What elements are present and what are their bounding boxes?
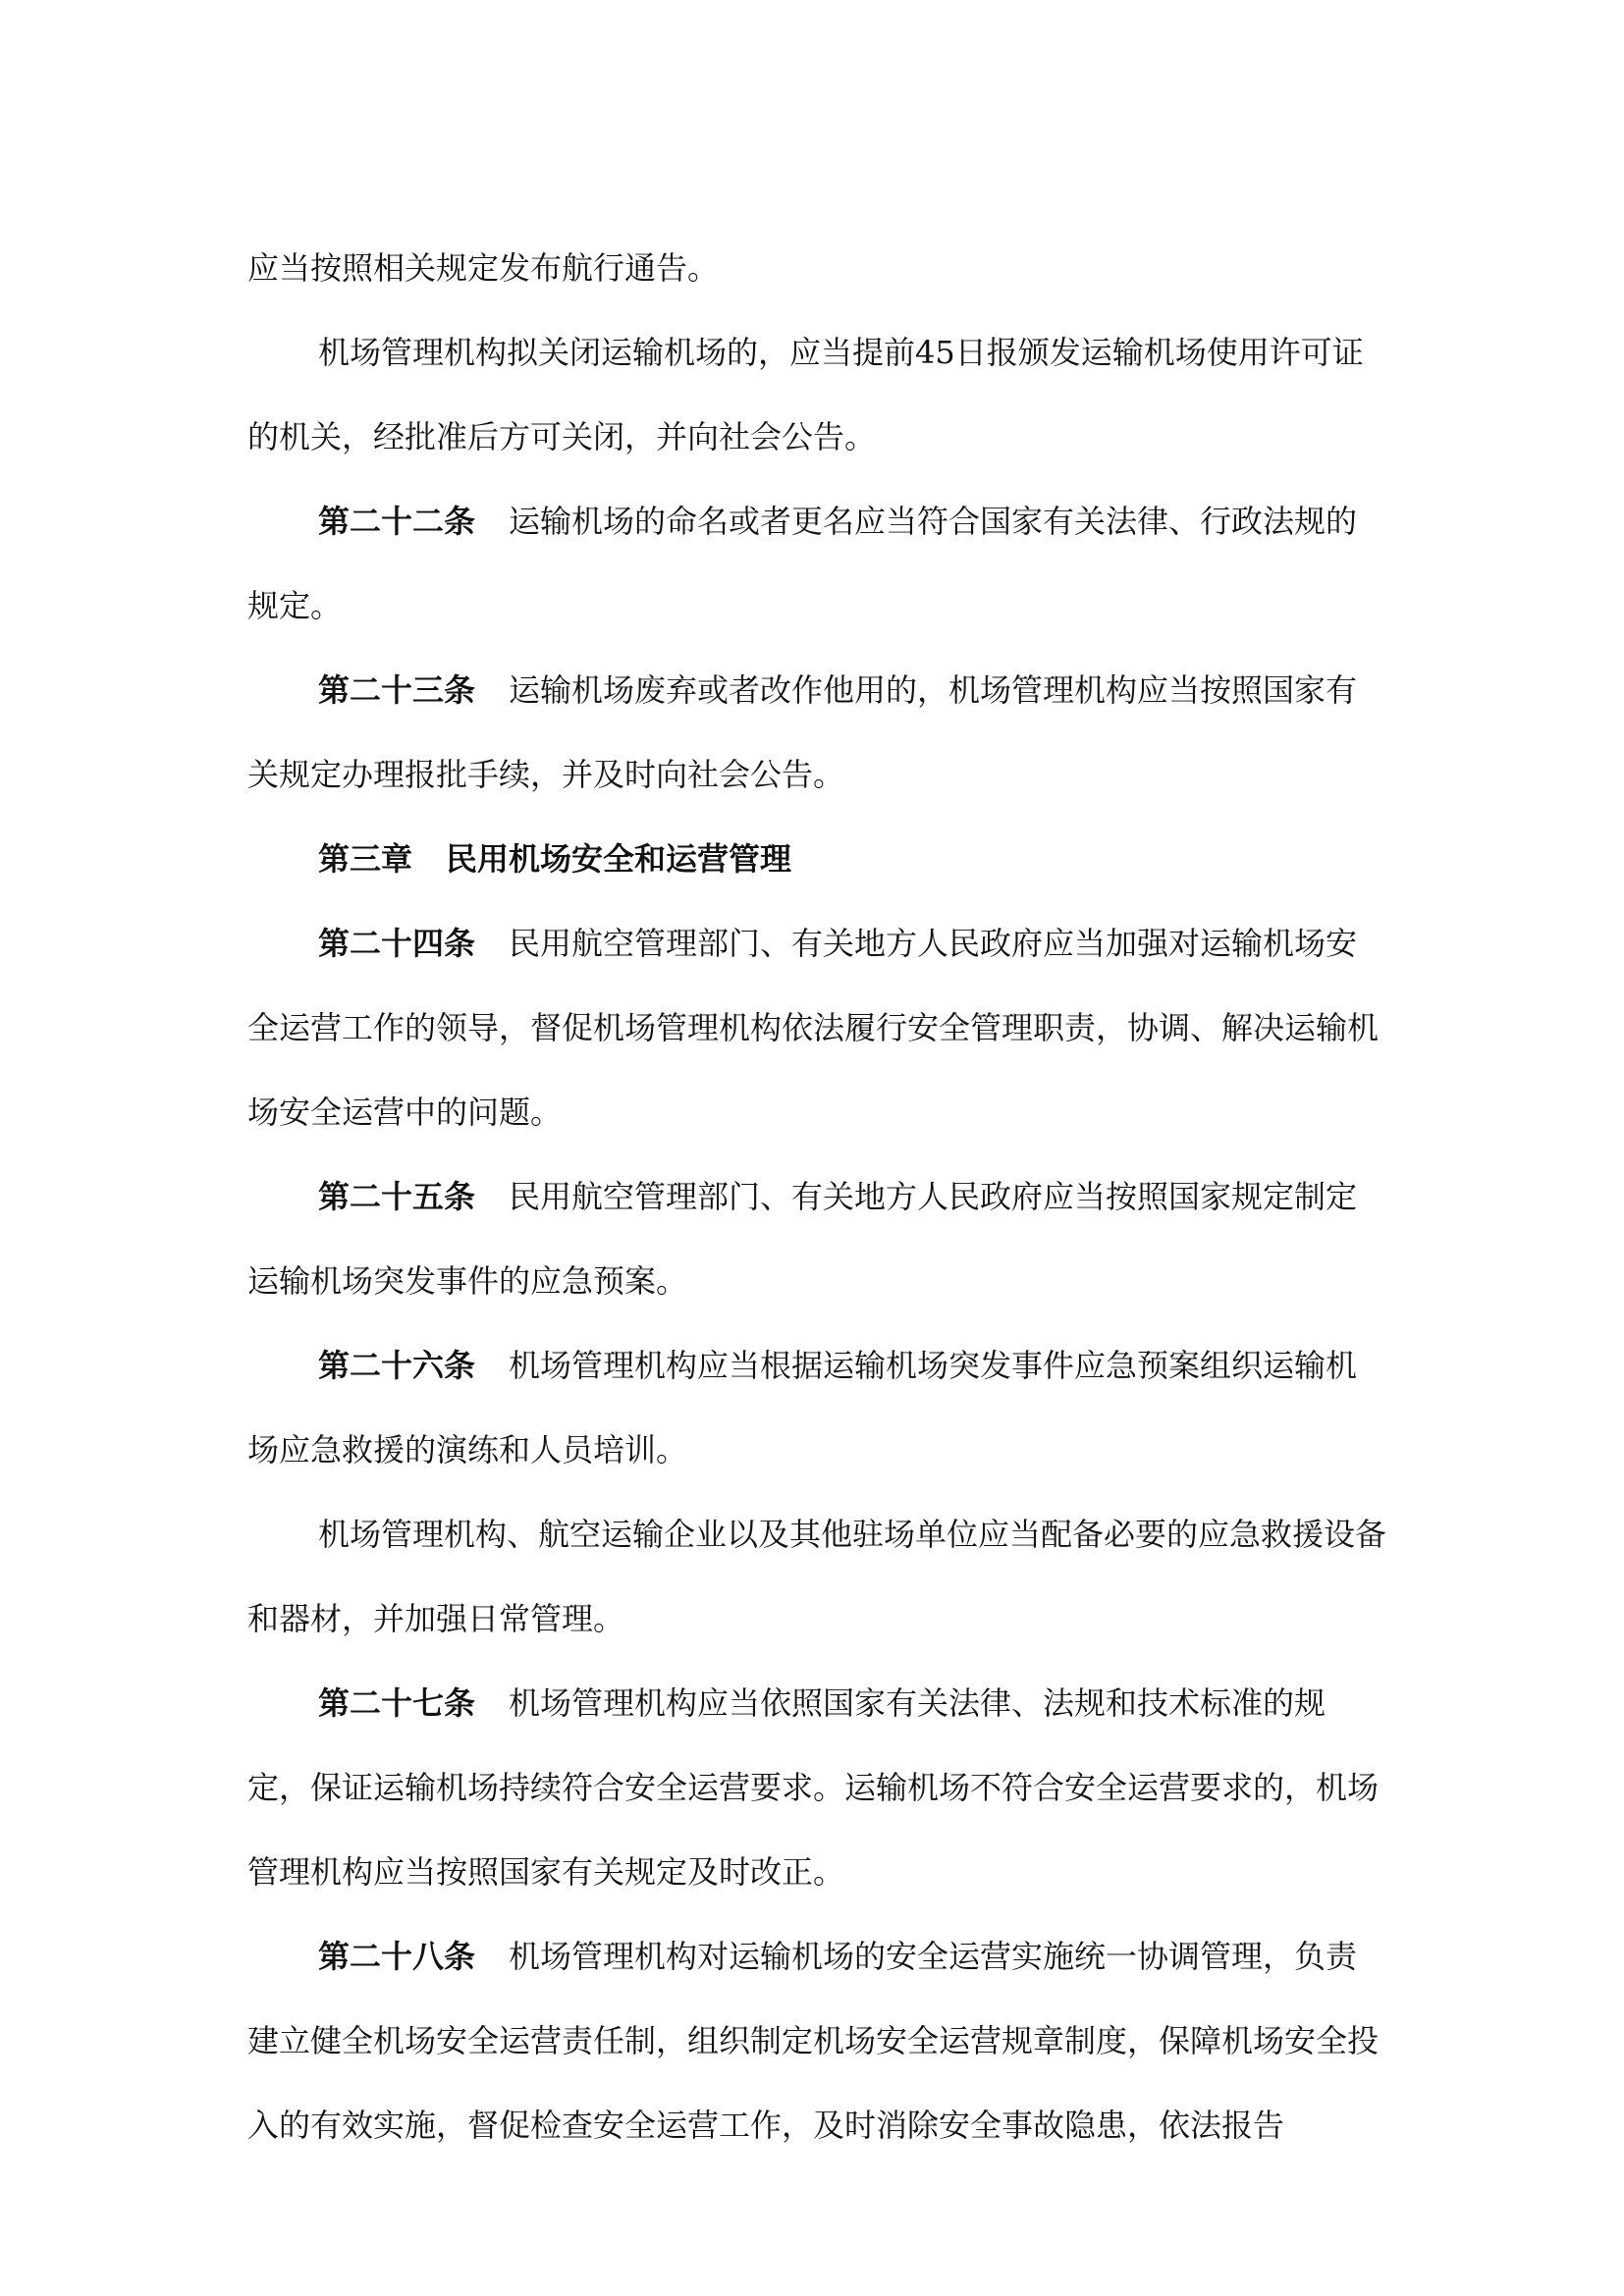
article-number: 第二十六条	[318, 1347, 476, 1384]
chapter-title: 民用机场安全和运营管理	[446, 840, 792, 878]
paragraph-continuation	[247, 226, 1386, 310]
article-number: 第二十八条	[318, 1938, 476, 1975]
paragraph-text: 机场管理机构拟关闭运输机场的，应当提前45日报颁发运输机场使用许可证的机关，经批准后方可关闭，并向社会公告。	[247, 334, 1364, 455]
article-23	[247, 648, 1386, 817]
article-24	[247, 901, 1386, 1154]
chapter-number: 第三章	[318, 840, 413, 878]
article-text: 民用航空管理部门、有关地方人民政府应当按照国家规定制定运输机场突发事件的应急预案。	[247, 1178, 1358, 1300]
paragraph-airport-closure	[247, 310, 1386, 479]
article-number: 第二十七条	[318, 1684, 476, 1722]
article-text: 运输机场废弃或者改作他用的，机场管理机构应当按照国家有关规定办理报批手续，并及时向社会公告。	[247, 671, 1358, 793]
article-text: 机场管理机构应当依照国家有关法律、法规和技术标准的规定，保证运输机场持续符合安全运营要求。运输机场不符合安全运营要求的，机场管理机构应当按照国家有关规定及时改正。	[247, 1684, 1380, 1891]
article-text: 运输机场的命名或者更名应当符合国家有关法律、行政法规的规定。	[247, 503, 1358, 624]
article-text: 民用航空管理部门、有关地方人民政府应当加强对运输机场安全运营工作的领导，督促机场管理机构依法履行安全管理职责，协调、解决运输机场安全运营中的问题。	[247, 925, 1380, 1131]
article-number: 第二十四条	[318, 925, 476, 962]
article-22	[247, 479, 1386, 648]
article-28	[247, 1914, 1386, 2167]
article-number: 第二十五条	[318, 1178, 476, 1215]
chapter-3-heading	[247, 817, 1386, 901]
paragraph-text: 应当按照相关规定发布航行通告。	[247, 249, 720, 287]
paragraph-text: 机场管理机构、航空运输企业以及其他驻场单位应当配备必要的应急救援设备和器材，并加强日常管理。	[247, 1516, 1387, 1637]
article-25	[247, 1154, 1386, 1323]
article-text: 机场管理机构对运输机场的安全运营实施统一协调管理，负责建立健全机场安全运营责任制，组织制定机场安全运营规章制度，保障机场安全投入的有效实施，督促检查安全运营工作，及时消除安全事故隐患，依法报告	[247, 1938, 1380, 2144]
article-27	[247, 1661, 1386, 1914]
article-26	[247, 1323, 1386, 1492]
article-number: 第二十二条	[318, 503, 476, 540]
article-number: 第二十三条	[318, 671, 476, 709]
paragraph-emergency-equipment	[247, 1492, 1386, 1661]
document-body	[247, 226, 1386, 2167]
article-text: 机场管理机构应当根据运输机场突发事件应急预案组织运输机场应急救援的演练和人员培训。	[247, 1347, 1358, 1468]
